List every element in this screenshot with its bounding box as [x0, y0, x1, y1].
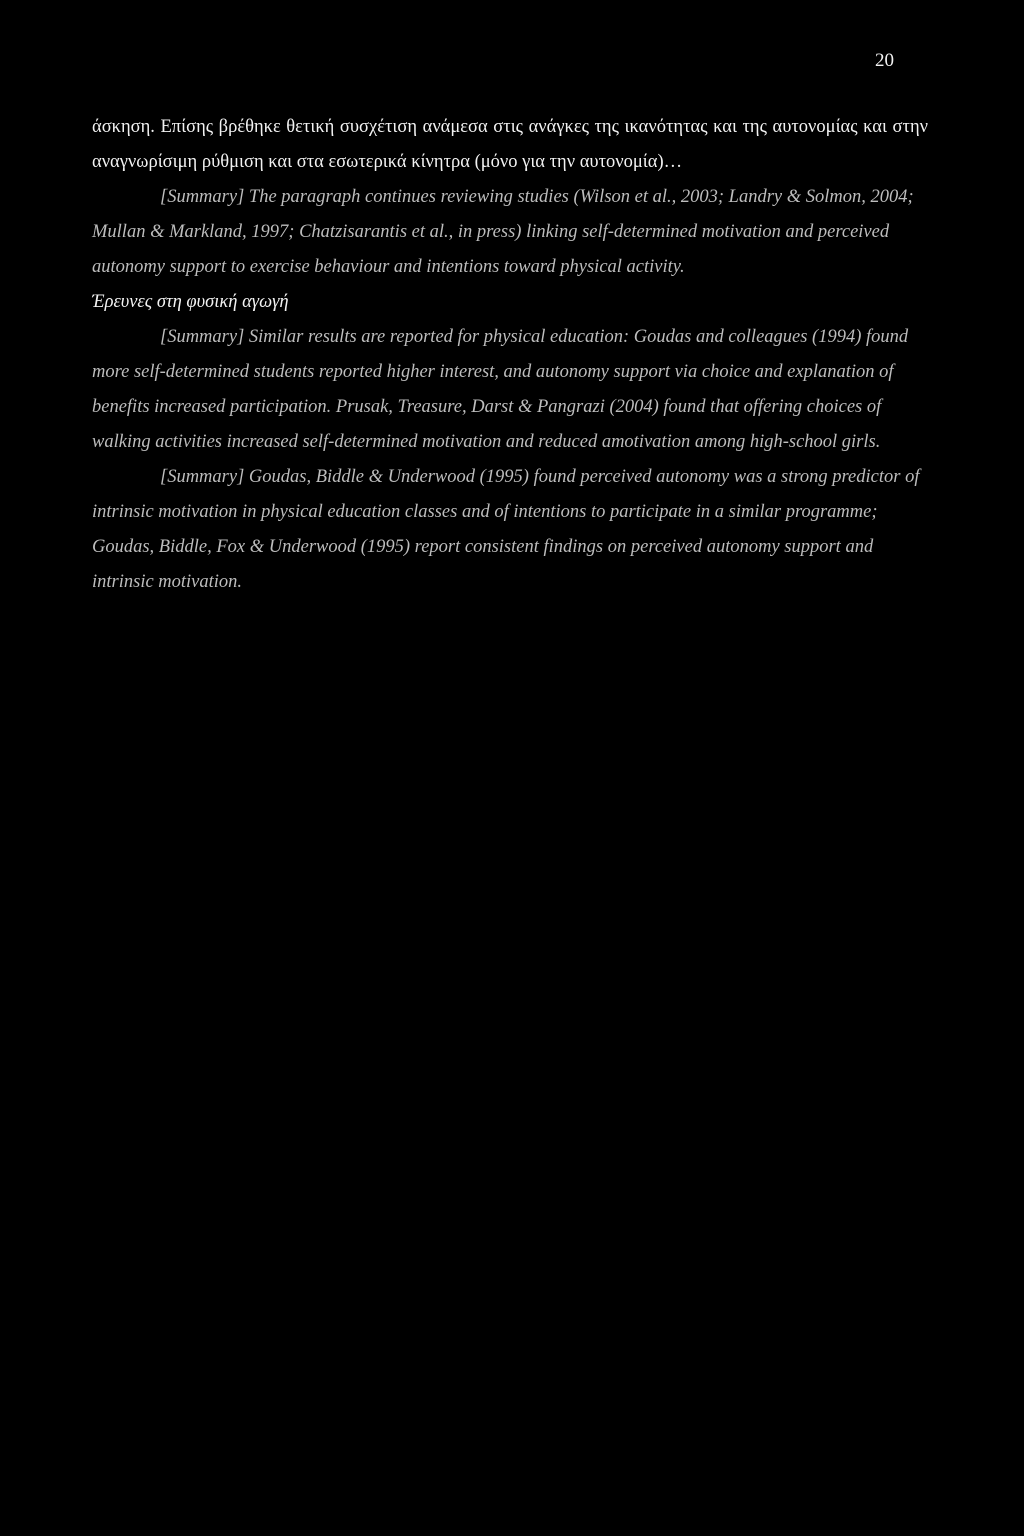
- paragraph-summary-3: [Summary] Goudas, Biddle & Underwood (1995) found perceived autonomy was a strong predictor of intrinsic motivation in physical education classes and of intentions to participate in a similar programme; Goudas, Biddle, Fox & Underwood (1995) report consistent findings on perceived autonomy support and intrinsic motivation.: [92, 467, 920, 592]
- paragraph-excerpt: άσκηση. Επίσης βρέθηκε θετική συσχέτιση ανάμεσα στις ανάγκες της ικανότητας και της αυτονομίας και στην αναγνωρίσιμη ρύθμιση και στα εσωτερικά κίνητρα (μόνο για την αυτονομία)…: [92, 117, 928, 172]
- page-number: 20: [875, 50, 894, 71]
- paragraph-summary-2: [Summary] Similar results are reported for physical education: Goudas and colleagues (1994) found more self-determined students reported higher interest, and autonomy support via choice and explanation of benefits increased participation. Prusak, Treasure, Darst & Pangrazi (2004) found that offering choices of walking activities increased self-determined motivation and reduced amotivation among high-school girls.: [92, 327, 909, 452]
- paragraph-summary-1: [Summary] The paragraph continues reviewing studies (Wilson et al., 2003; Landry & Solmon, 2004; Mullan & Markland, 1997; Chatzisarantis et al., in press) linking self-determined motivation and perceived autonomy support to exercise behaviour and intentions toward physical activity.: [92, 187, 914, 277]
- section-heading: Έρευνες στη φυσική αγωγή: [92, 292, 289, 312]
